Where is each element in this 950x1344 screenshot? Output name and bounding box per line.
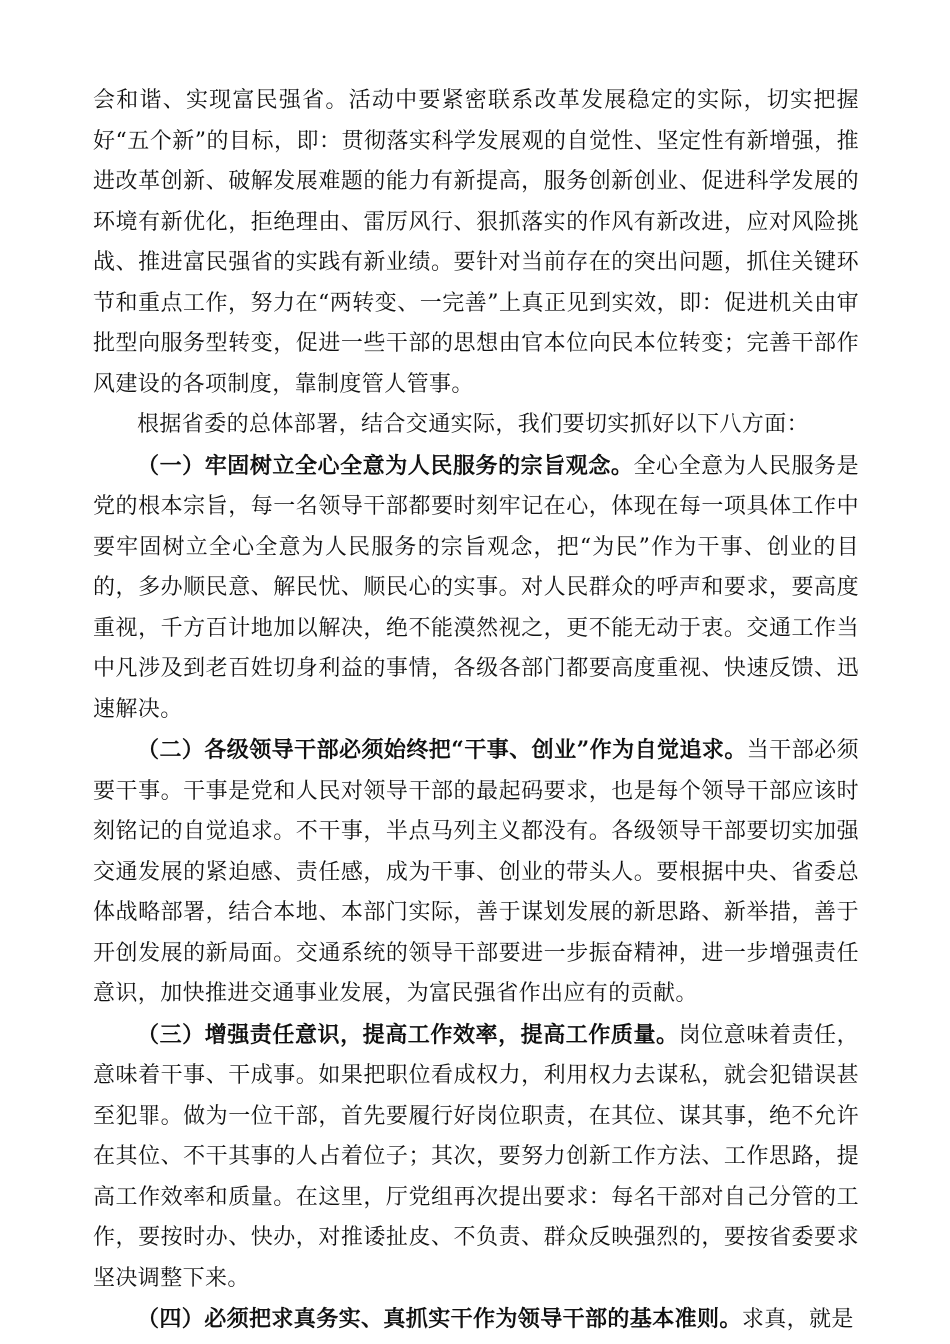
paragraph-section-1 — [93, 446, 859, 731]
paragraph-section-3 — [93, 1015, 859, 1300]
paragraph-eight-aspects — [93, 405, 859, 446]
paragraph-intro-continuation — [93, 81, 859, 405]
section-heading: （三）增强责任意识，提高工作效率，提高工作质量。 — [137, 1021, 679, 1048]
document-body — [93, 81, 859, 1341]
paragraph-section-2 — [93, 730, 859, 1015]
section-heading: （二）各级领导干部必须始终把“干事、创业”作为自觉追求。 — [137, 737, 747, 763]
paragraph-text: 求真，就是 — [741, 1307, 854, 1332]
section-heading: （一）牢固树立全心全意为人民服务的宗旨观念。 — [137, 452, 634, 479]
paragraph-text: 会和谐、实现富民强省。活动中要紧密联系改革发展稳定的实际，切实把握好“五个新”的目标，即：贯彻落实科学发展观的自觉性、坚定性有新增强，推进改革创新、破解发展难题的能力有新提高，服务创新创业、促进科学发展的环境有新优化，拒绝理由、雷厉风行、狠抓落实的作风有新改进，应对风险挑战、推进富民强省的实践有新业绩。要针对当前存在的突出问题，抓住关键环节和重点工作，努力在“两转变、一完善”上真正见到实效，即：促进机关由审批型向服务型转变，促进一些干部的思想由官本位向民本位转变；完善干部作风建设的各项制度，靠制度管人管事。 — [93, 88, 859, 397]
paragraph-text: 岗位意味着责任，意味着干事、干成事。如果把职位看成权力，利用权力去谋私，就会犯错误甚至犯罪。做为一位干部，首先要履行好岗位职责，在其位、谋其事，绝不允许在其位、不干其事的人占着位子；其次，要努力创新工作方法、工作思路，提高工作效率和质量。在这里，厅党组再次提出要求：每名干部对自己分管的工作，要按时办、快办，对推诿扯皮、不负责、群众反映强烈的，要按省委要求坚决调整下来。 — [93, 1022, 859, 1291]
paragraph-text: 全心全意为人民服务是党的根本宗旨，每一名领导干部都要时刻牢记在心，体现在每一项具体工作中要牢固树立全心全意为人民服务的宗旨观念，把“为民”作为干事、创业的目的，多办顺民意、解民忧、顺民心的实事。对人民群众的呼声和要求，要高度重视，千方百计地加以解决，绝不能漠然视之，更不能无动于衷。交通工作当中凡涉及到老百姓切身利益的事情，各级各部门都要高度重视、快速反馈、迅速解决。 — [93, 453, 859, 722]
paragraph-section-4 — [93, 1299, 859, 1341]
paragraph-text: 根据省委的总体部署，结合交通实际，我们要切实抓好以下八方面： — [137, 412, 810, 437]
paragraph-text: 当干部必须要干事。干事是党和人民对领导干部的最起码要求，也是每个领导干部应该时刻铭记的自觉追求。不干事，半点马列主义都没有。各级领导干部要切实加强交通发展的紧迫感、责任感，成为干事、创业的带头人。要根据中央、省委总体战略部署，结合本地、本部门实际，善于谋划发展的新思路、新举措，善于开创发展的新局面。交通系统的领导干部要进一步振奋精神，进一步增强责任意识，加快推进交通事业发展，为富民强省作出应有的贡献。 — [93, 738, 859, 1006]
section-heading: （四）必须把求真务实、真抓实干作为领导干部的基本准则。 — [137, 1306, 742, 1332]
